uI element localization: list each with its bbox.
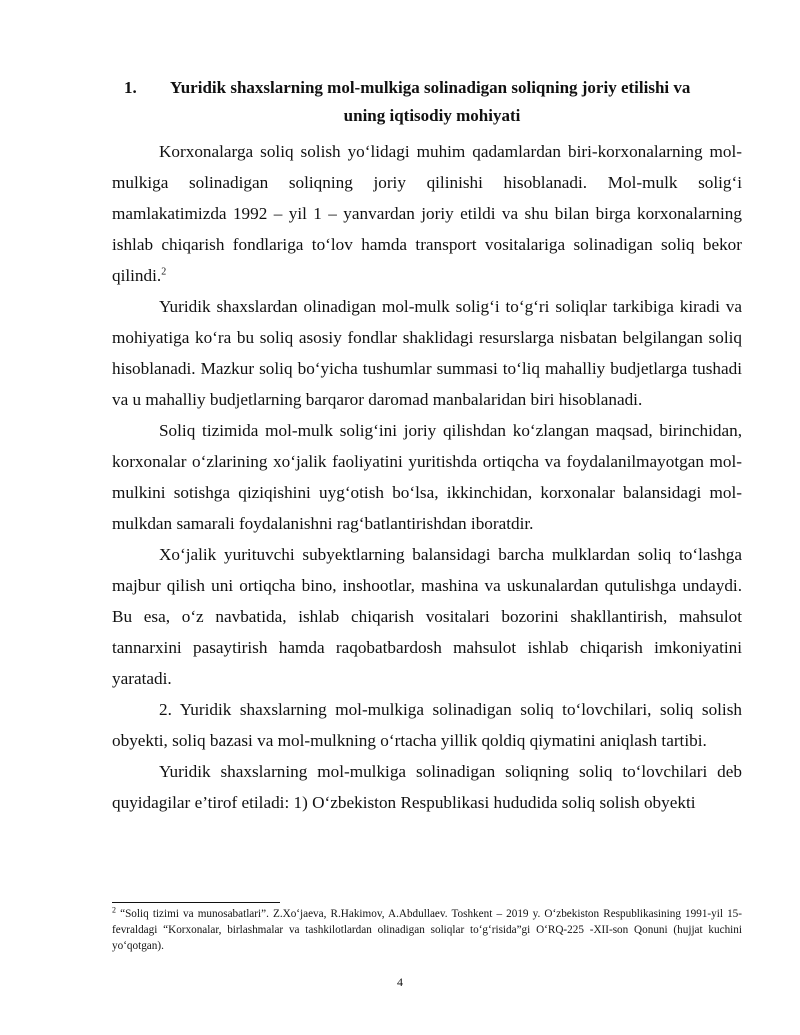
paragraph: Xo‘jalik yurituvchi subyektlarning balansidagi barcha mulklardan soliq to‘lashga majbur qilish uni ortiqcha bino, inshootlar, mashina va uskunalardan qutulishga undaydi. Bu esa, o‘z navbatida, ishlab chiqarish vositalari bozorini shakllantirish, mahsulot tannarxini pasaytirish hamda raqobatbardosh mahsulot ishlab chiqarish imkoniyatini yaratadi. — [112, 545, 742, 688]
footnote-text: “Soliq tizimi va munosabatlari”. Z.Xo‘jaeva, R.Hakimov, A.Abdullaev. Toshkent – 2019 y. O‘zbekiston Respublikasining 1991-yil 15-fevraldagi “Korxonalar, birlashmalar va tashkilotlardan olinadigan soliqlar to‘g‘risida”gi O‘RQ-225 -XII-son Qonuni (hujjat kuchini yo‘qotgan). — [112, 908, 742, 952]
paragraph: Yuridik shaxslardan olinadigan mol-mulk solig‘i to‘g‘ri soliqlar tarkibiga kiradi va mohiyatiga ko‘ra bu soliq asosiy fondlar shaklidagi resurslarga nisbatan belgilangan soliq hisoblanadi. Mazkur soliq bo‘yicha tushumlar summasi to‘liq mahalliy budjetlarga tushadi va u mahalliy budjetlarning barqaror daromad manbalaridan biri hisoblanadi. — [112, 297, 742, 409]
page-number: 4 — [397, 975, 403, 989]
body-text — [112, 136, 742, 818]
footnote-separator — [112, 902, 280, 903]
section-title-line-1: Yuridik shaxslarning mol-mulkiga solinadigan soliqning joriy etilishi va — [170, 78, 691, 97]
paragraph — [112, 136, 742, 291]
paragraph: Soliq tizimida mol-mulk solig‘ini joriy qilishdan ko‘zlangan maqsad, birinchidan, korxonalar o‘zlarining xo‘jalik faoliyatini yuritishda ortiqcha va foydalanilmayotgan mol-mulkini sotishga qiziqishini uyg‘otish bo‘lsa, ikkinchidan, korxonalar balansidagi mol-mulkdan samarali foydalanishni rag‘batlantirishdan iboratdir. — [112, 421, 742, 533]
paragraph: 2. Yuridik shaxslarning mol-mulkiga solinadigan soliq to‘lovchilari, soliq solish obyekti, soliq bazasi va mol-mulkning o‘rtacha yillik qoldiq qiymatini aniqlash tartibi. — [112, 700, 742, 750]
paragraph: Yuridik shaxslarning mol-mulkiga solinadigan soliqning soliq to‘lovchilari deb quyidagilar e’tirof etiladi: 1) O‘zbekiston Respublikasi hududida soliq solish obyekti — [112, 762, 742, 812]
section-number: 1. — [124, 78, 137, 97]
footnote — [112, 906, 742, 954]
footnote-reference[interactable]: 2 — [161, 266, 167, 278]
paragraph-text: Korxonalarga soliq solish yo‘lidagi muhim qadamlardan biri-korxonalarning mol-mulkiga solinadigan soliqning joriy qilinishi hisoblanadi. Mol-mulk solig‘i mamlakatimizda 1992 – yil 1 – yanvardan joriy etildi va shu bilan birga korxonalarning ishlab chiqarish fondlariga to‘lov hamda transport vositalariga solinadigan soliq bekor qilindi. — [112, 142, 742, 285]
section-title-line-2: uning iqtisodiy mohiyati — [343, 106, 521, 125]
footnote-mark: 2 — [112, 905, 116, 915]
